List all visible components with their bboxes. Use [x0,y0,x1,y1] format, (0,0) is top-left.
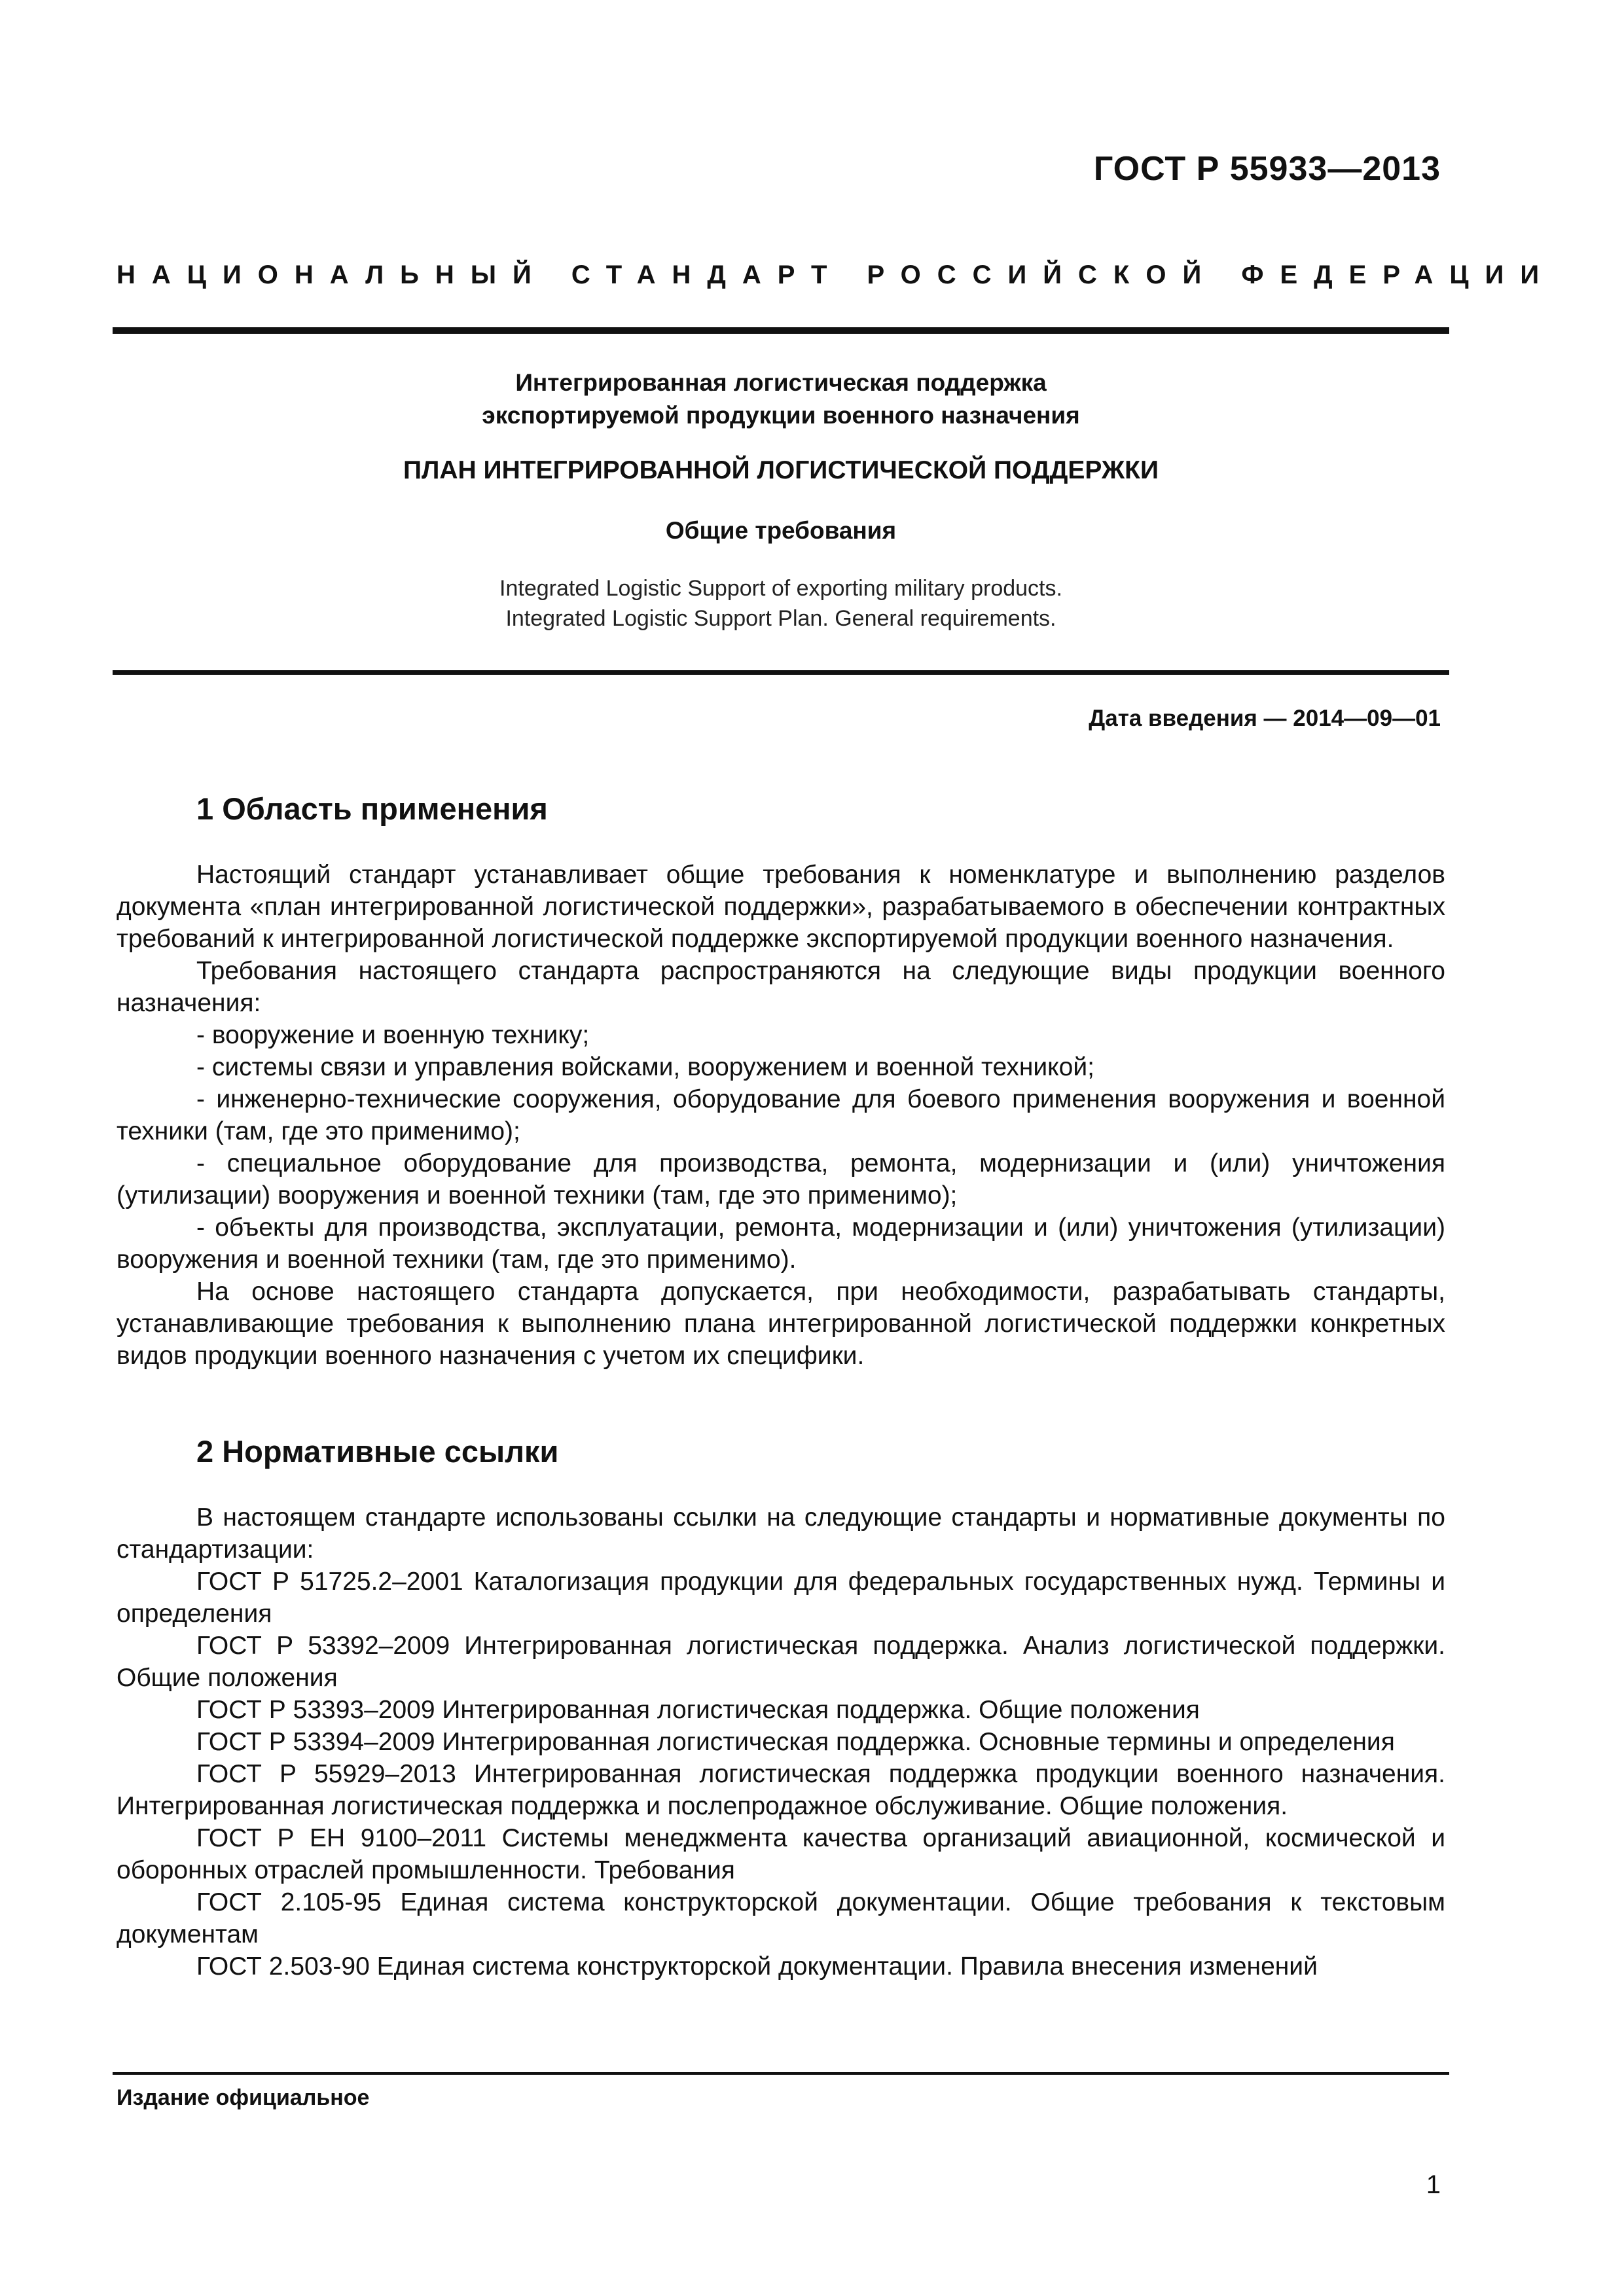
national-standard-banner: НАЦИОНАЛЬНЫЙ СТАНДАРТ РОССИЙСКОЙ ФЕДЕРАЦИИ [117,260,1556,289]
paragraph: Требования настоящего стандарта распространяются на следующие виды продукции военного назначения: [117,957,1445,1017]
section-2-heading: 2 Нормативные ссылки [196,1434,559,1469]
list-item: - специальное оборудование для производства, ремонта, модернизации и (или) уничтожения (утилизации) вооружения и военной техники (там, где это применимо); [117,1149,1445,1210]
title-block [113,367,1449,634]
title-main: ПЛАН ИНТЕГРИРОВАННОЙ ЛОГИСТИЧЕСКОЙ ПОДДЕРЖКИ [403,456,1159,484]
reference-item: ГОСТ 2.105-95 Единая система конструкторской документации. Общие требования к текстовым документам [117,1888,1445,1948]
paragraph: В настоящем стандарте использованы ссылки на следующие стандарты и нормативные документы по стандартизации: [117,1503,1445,1564]
title-english-line-2: Integrated Logistic Support Plan. General requirements. [505,606,1056,631]
title-line-1: Интегрированная логистическая поддержка [515,369,1047,396]
reference-item: ГОСТ Р 53393–2009 Интегрированная логистическая поддержка. Общие положения [196,1696,1200,1724]
reference-item: ГОСТ Р 51725.2–2001 Каталогизация продукции для федеральных государственных нужд. Термины и определения [117,1568,1445,1628]
title-english [113,573,1449,634]
standard-number: ГОСТ Р 55933—2013 [1093,150,1441,188]
title-line-2: экспортируемой продукции военного назначения [482,402,1080,429]
list-item: - объекты для производства, эксплуатации, ремонта, модернизации и (или) уничтожения (утилизации) вооружения и военной техники (там, где это применимо). [117,1213,1445,1274]
reference-item: ГОСТ Р 53394–2009 Интегрированная логистическая поддержка. Основные термины и определения [196,1728,1395,1756]
list-item: - инженерно-технические сооружения, оборудование для боевого применения вооружения и военной техники (там, где это применимо); [117,1085,1445,1145]
paragraph: Настоящий стандарт устанавливает общие требования к номенклатуре и выполнению разделов документа «план интегрированной логистической поддержки», разрабатываемого в обеспечении контрактных требований к интегрированной логистической поддержке экспортируемой продукции военного назначения. [117,861,1445,953]
section-1-body [117,859,1445,1372]
section-1-heading: 1 Область применения [196,791,548,826]
list-item: - вооружение и военную технику; [196,1021,590,1049]
paragraph: На основе настоящего стандарта допускается, при необходимости, разрабатывать стандарты, устанавливающие требования к выполнению плана интегрированной логистической поддержки конкретных видов продукции военного назначения с учетом их специфики. [117,1278,1445,1370]
reference-item: ГОСТ Р 53392–2009 Интегрированная логистическая поддержка. Анализ логистической поддержки. Общие положения [117,1632,1445,1692]
title-rule [113,670,1449,675]
date-of-introduction: Дата введения — 2014—09—01 [1089,706,1441,731]
official-edition-note: Издание официальное [117,2085,370,2110]
footer-rule [113,2072,1449,2075]
page-number: 1 [1426,2170,1441,2199]
title-english-line-1: Integrated Logistic Support of exporting military products. [499,576,1062,601]
list-item: - системы связи и управления войсками, вооружением и военной техникой; [196,1053,1094,1081]
reference-item: ГОСТ Р 55929–2013 Интегрированная логистическая поддержка продукции военного назначения. Интегрированная логистическая поддержка и послепродажное обслуживание. Общие положения. [117,1760,1445,1820]
section-2-body [117,1501,1445,1982]
title-subtitle: Общие требования [665,517,897,544]
reference-item: ГОСТ Р ЕН 9100–2011 Системы менеджмента качества организаций авиационной, космической и оборонных отраслей промышленности. Требования [117,1824,1445,1884]
top-rule [113,327,1449,334]
reference-item: ГОСТ 2.503-90 Единая система конструкторской документации. Правила внесения изменений [196,1952,1318,1981]
